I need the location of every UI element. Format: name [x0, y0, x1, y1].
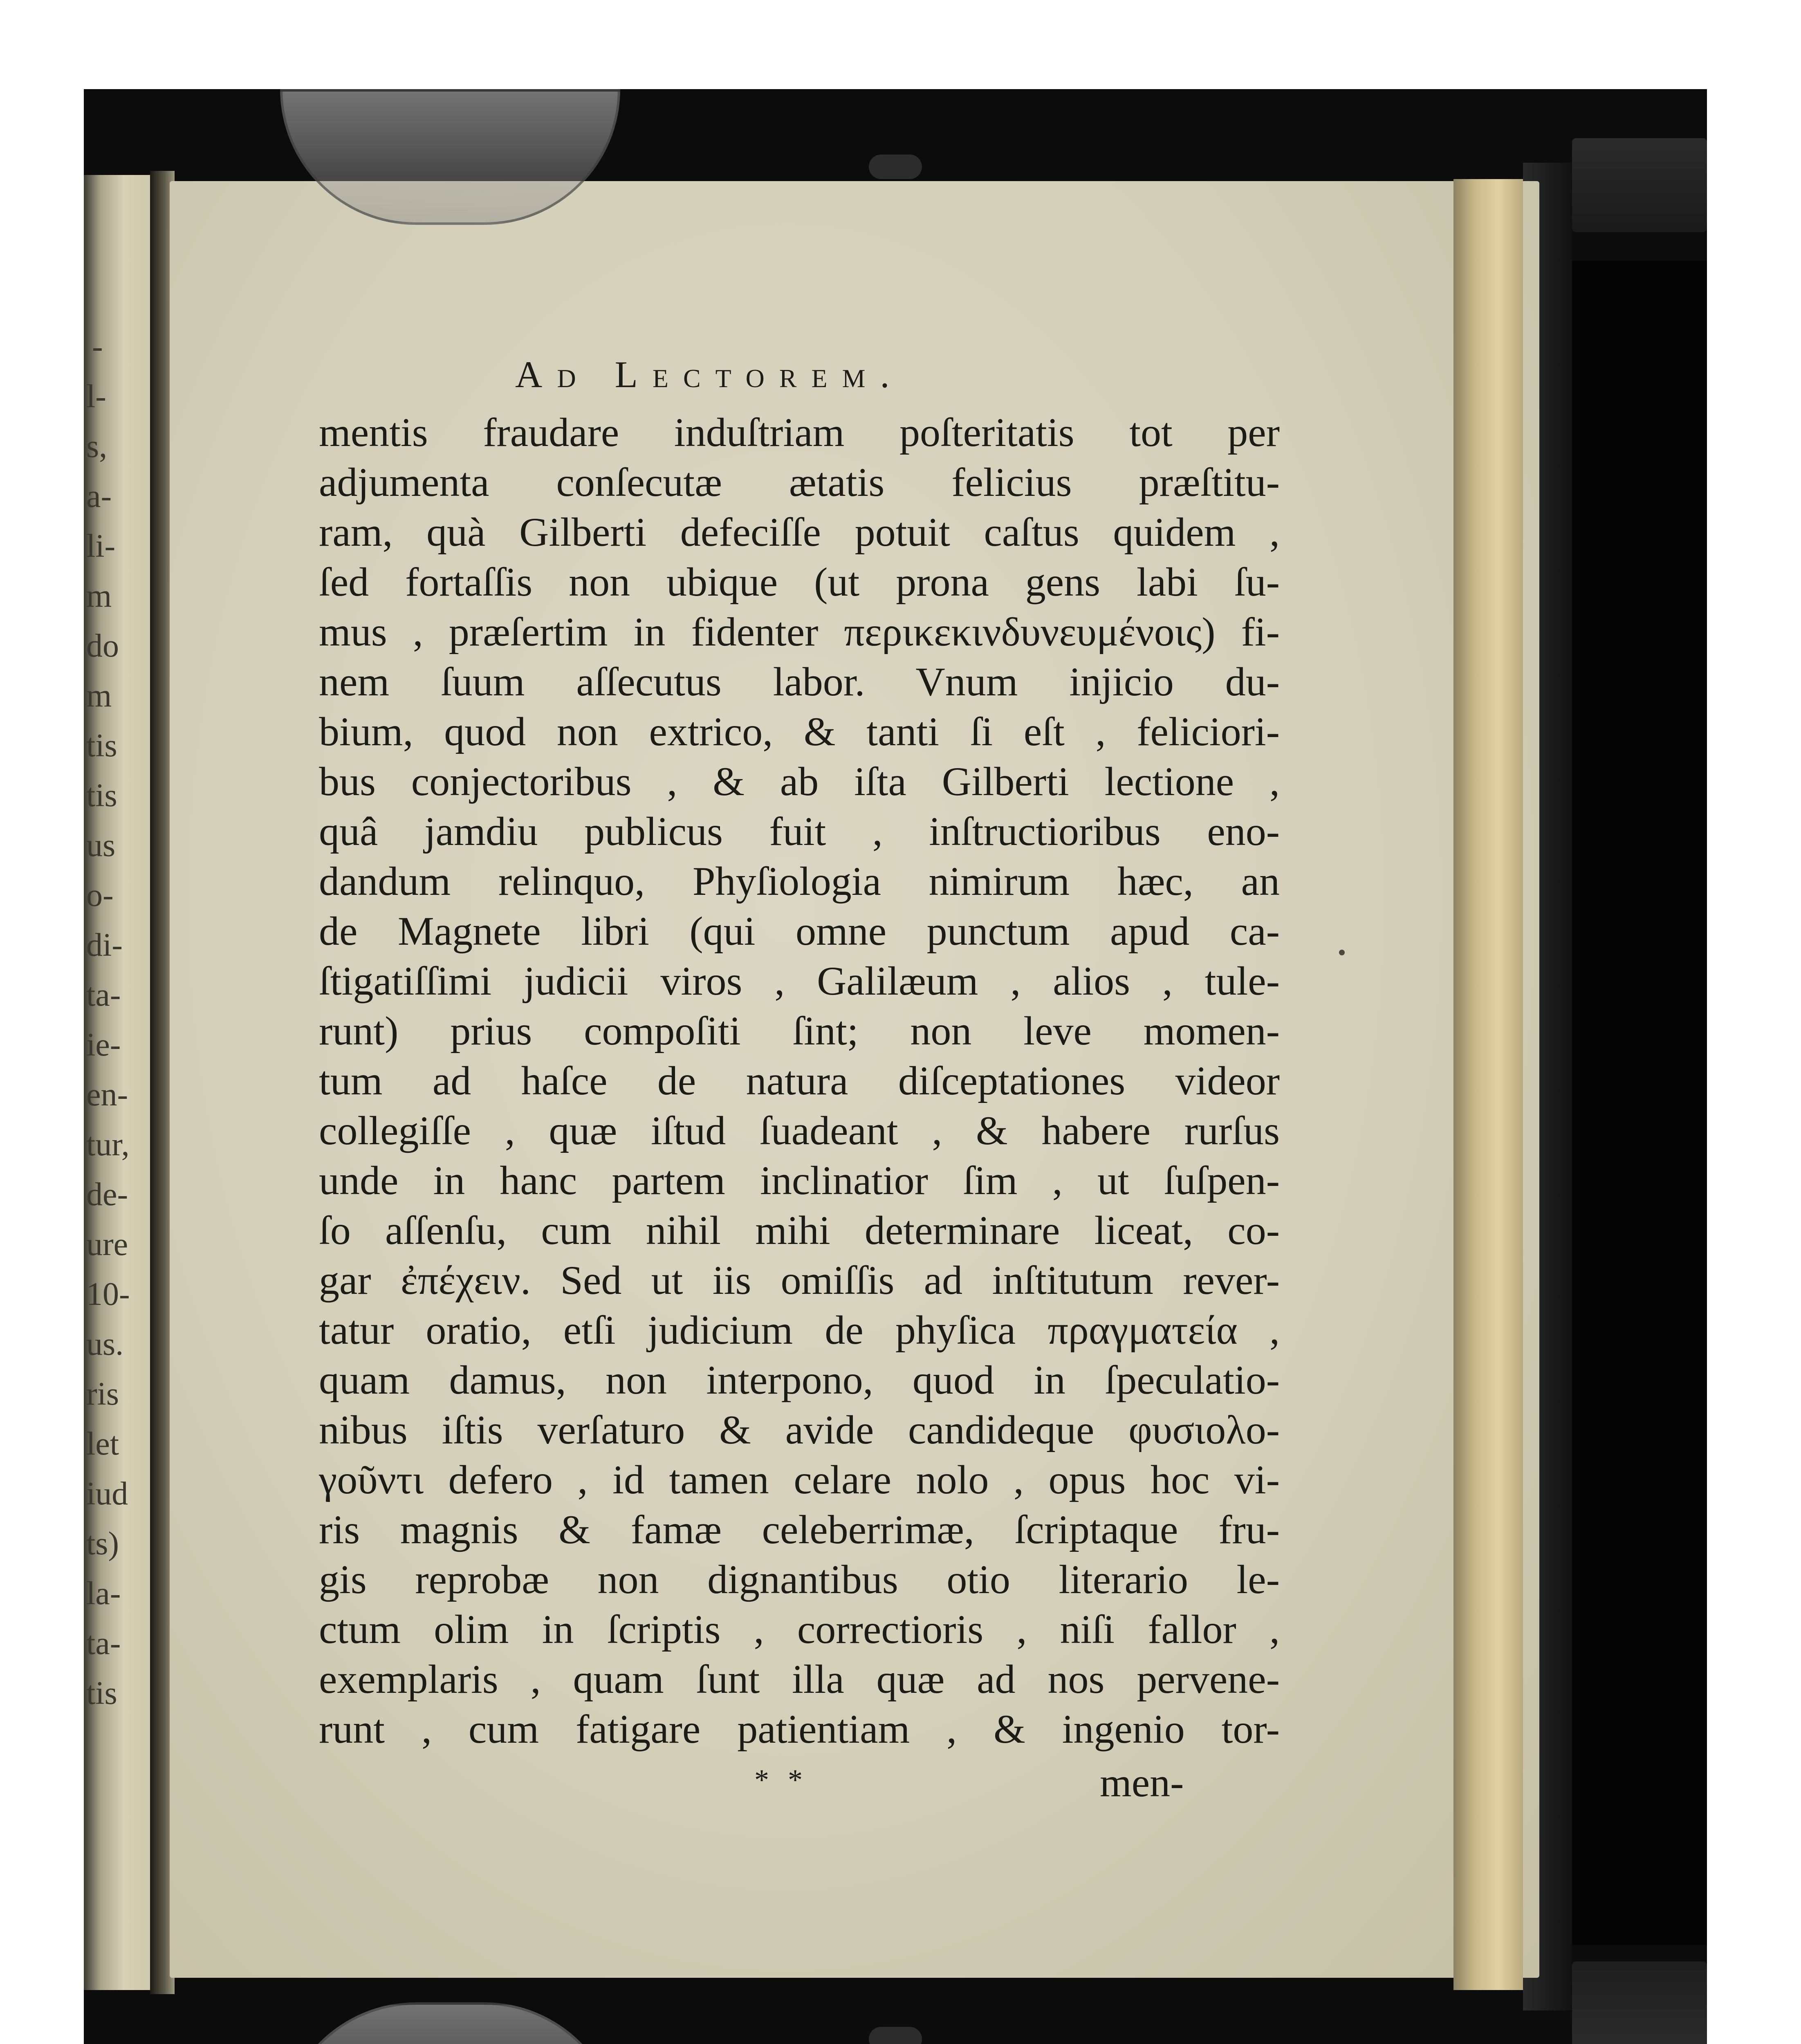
left-page-fragment: ta- — [86, 977, 121, 1013]
left-page-fragment: m — [86, 578, 112, 614]
text-line: dandum relinquo, Phyſiologia nimirum hæc, an — [319, 858, 1280, 904]
text-line: tatur oratio, etſi judicium de phyſica πραγματεία , — [319, 1307, 1280, 1353]
running-head: Ad Lectorem. — [515, 354, 904, 395]
left-page-fragment: iud — [86, 1476, 128, 1512]
left-page-fragment: tis — [86, 1675, 117, 1711]
text-line: adjumenta conſecutæ ætatis felicius præſtitu- — [319, 459, 1280, 505]
text-line: quam damus, non interpono, quod in ſpeculatio- — [319, 1357, 1280, 1403]
text-line: ſed fortaſſis non ubique (ut prona gens labi ſu- — [319, 559, 1280, 605]
text-line: ris magnis & famæ celeberrimæ, ſcriptaque fru- — [319, 1507, 1280, 1552]
text-line: tum ad haſce de natura diſceptationes videor — [319, 1058, 1280, 1103]
text-line: ram, quà Gilberti defeciſſe potuit caſtus quidem , — [319, 509, 1280, 555]
left-page-fragment: en- — [86, 1077, 128, 1113]
text-line: runt) prius compoſiti ſint; non leve momen- — [319, 1008, 1280, 1053]
text-line: runt , cum fatigare patientiam , & ingenio tor- — [319, 1706, 1280, 1752]
left-page-fragment: tis — [86, 778, 117, 814]
left-page-fragment: 10- — [86, 1276, 130, 1312]
right-support-rail — [1556, 261, 1707, 1945]
text-line: mus , præſertim in fidenter περικεκινδυνευμένοις) fi- — [319, 609, 1280, 654]
left-page-fragment: m — [86, 678, 112, 714]
text-line: nem ſuum aſſecutus labor. Vnum injicio du- — [319, 659, 1280, 704]
text-line: γοῦντι defero , id tamen celare nolo , opus hoc vi- — [319, 1457, 1280, 1502]
left-page-fragment: s, — [86, 428, 108, 464]
left-page-fragment: di- — [86, 927, 123, 963]
left-page-fragment: la- — [86, 1576, 121, 1611]
text-line: ſtigatiſſimi judicii viros , Galilæum , alios , tule- — [319, 958, 1280, 1004]
support-arm-top — [1572, 138, 1707, 232]
vellum-fore-edge — [1453, 179, 1523, 1990]
text-line: bus conjectoribus , & ab iſta Gilberti lectione , — [319, 759, 1280, 804]
support-arm-bottom — [1572, 1961, 1707, 2044]
left-page-fragment: - — [92, 329, 103, 365]
scan-backdrop — [84, 89, 1707, 2044]
signature-mark: * * — [754, 1764, 808, 1796]
left-page-fragment: ure — [86, 1226, 128, 1262]
page-clamp-bottom — [280, 2002, 620, 2044]
text-line: unde in hanc partem inclinatior ſim , ut ſuſpen- — [319, 1158, 1280, 1203]
left-page-fragment: tur, — [86, 1127, 130, 1163]
left-page-fragment: let — [86, 1426, 119, 1462]
left-page-fragment: de- — [86, 1177, 128, 1213]
text-line: bium, quod non extrico, & tanti ſi eſt , feliciori- — [319, 709, 1280, 754]
left-page-fragment: l- — [86, 379, 106, 415]
clamp-knob — [869, 2027, 922, 2044]
text-line: quâ jamdiu publicus fuit , inſtructioribus eno- — [319, 809, 1280, 854]
left-page-fragment: tis — [86, 728, 117, 764]
text-line: exemplaris , quam ſunt illa quæ ad nos pervene- — [319, 1656, 1280, 1702]
text-line: mentis fraudare induſtriam poſteritatis tot per — [319, 410, 1280, 455]
left-page-fragment: a- — [86, 478, 112, 514]
left-page-fragment: ts) — [86, 1526, 119, 1562]
catchword: men- — [1100, 1760, 1184, 1805]
text-line: collegiſſe , quæ iſtud ſuadeant , & habere rurſus — [319, 1108, 1280, 1153]
left-page-fragment: ris — [86, 1376, 119, 1412]
left-facing-page — [84, 175, 150, 1990]
text-line: ſo aſſenſu, cum nihil mihi determinare liceat, co- — [319, 1208, 1280, 1253]
left-page-fragment: o- — [86, 877, 114, 913]
text-line: nibus iſtis verſaturo & avide candideque φυσιολο- — [319, 1407, 1280, 1452]
text-line: gar ἐπέχειν. Sed ut iis omiſſis ad inſtitutum rever- — [319, 1257, 1280, 1303]
left-page-fragment: ta- — [86, 1625, 121, 1661]
paper-speck — [1339, 950, 1345, 955]
text-line: de Magnete libri (qui omne punctum apud ca- — [319, 908, 1280, 954]
left-page-fragment: us. — [86, 1326, 124, 1362]
left-page-fragment: li- — [86, 528, 116, 564]
book-page — [170, 181, 1539, 1978]
text-line: gis reprobæ non dignantibus otio literario le- — [319, 1557, 1280, 1602]
left-page-fragment: ie- — [86, 1027, 121, 1063]
left-page-fragment: us — [86, 827, 116, 863]
left-page-fragment: do — [86, 628, 119, 664]
text-line: ctum olim in ſcriptis , correctioris , niſi fallor , — [319, 1607, 1280, 1652]
clamp-knob — [869, 155, 922, 179]
